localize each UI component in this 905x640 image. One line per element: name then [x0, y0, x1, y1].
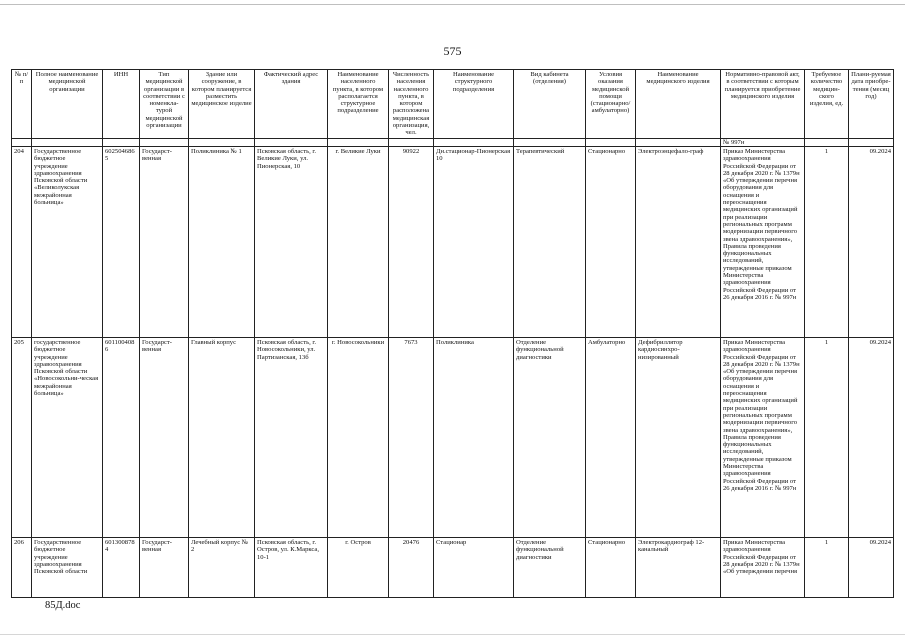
- cell-quantity: 1: [805, 537, 849, 597]
- cell-cabinet: Отделение функциональной диагностики: [514, 337, 586, 537]
- cell-building: Лечебный корпус № 2: [189, 537, 255, 597]
- header-unit: Наименование структурного подразделения: [434, 70, 514, 139]
- table-row: [12, 537, 894, 597]
- cell-settlement: г. Остров: [328, 537, 389, 597]
- header-cabinet: Вид кабинета (отделения): [514, 70, 586, 139]
- cell-device: Электрокардиограф 12-канальный: [636, 537, 721, 597]
- header-date: Плани-руемая дата приобре-тения (месяц год): [849, 70, 894, 139]
- cell-device: Электроэнцефало-граф: [636, 146, 721, 337]
- header-device: Наименование медицинского изделия: [636, 70, 721, 139]
- header-settlement: Наименование населенного пункта, в котором располагается структурное подразделение: [328, 70, 389, 139]
- cell-org-name: государственное бюджетное учреждение здравоохранения Псковской области «Новосокольни-ческая межрайонная больница»: [32, 337, 103, 537]
- cell-population: 90922: [389, 146, 434, 337]
- header-population: Численность населения населенного пункта, в котором расположена медицинская организация, чел.: [389, 70, 434, 139]
- header-org-name: Полное наименование медицинской организации: [32, 70, 103, 139]
- header-num: № п/п: [12, 70, 32, 139]
- header-legal-act: Нормативно-правовой акт, в соответствии с которым планируется приобретение медицинского изделия: [721, 70, 805, 139]
- scan-edge-top: [0, 4, 905, 5]
- cell-population: 7673: [389, 337, 434, 537]
- cell-date: 09.2024: [849, 337, 894, 537]
- cell-num: 204: [12, 146, 32, 337]
- cell-date: 09.2024: [849, 146, 894, 337]
- cell-unit: Дн.стационар-Пионерская 10: [434, 146, 514, 337]
- header-org-type: Тип медицинской организации в соответствии с номенкла-турой медицинской организации: [140, 70, 189, 139]
- cell-inn: 6011004086: [103, 337, 140, 537]
- cell-device: Дефибриллятор кардиосинхро-низированный: [636, 337, 721, 537]
- header-conditions: Условия оказания медицинской помощи (стационарно/ амбулаторно): [586, 70, 636, 139]
- table-row: [12, 146, 894, 337]
- cell-address: Псковская область, г. Великие Луки, ул. Пионерская, 10: [255, 146, 328, 337]
- cell-conditions: Стационарно: [586, 537, 636, 597]
- cell-org-type: Государст-венная: [140, 337, 189, 537]
- cell-cabinet: Терапевтический: [514, 146, 586, 337]
- cell-address: Псковская область, г. Новосокольники, ул. Партизанская, 13б: [255, 337, 328, 537]
- cell-conditions: Амбулаторно: [586, 337, 636, 537]
- page-number: 575: [443, 44, 462, 58]
- cell-unit: Поликлиника: [434, 337, 514, 537]
- equipment-table: [11, 69, 894, 598]
- cell-conditions: Стационарно: [586, 146, 636, 337]
- continuation-legal-act: № 997н: [721, 138, 805, 146]
- table-row: [12, 337, 894, 537]
- header-address: Фактический адрес здания: [255, 70, 328, 139]
- cell-settlement: г. Великие Луки: [328, 146, 389, 337]
- cell-num: 206: [12, 537, 32, 597]
- continuation-row: [12, 138, 894, 146]
- cell-org-name: Государственное бюджетное учреждение здравоохранения Псковской области «Великолукская межрайонная больница»: [32, 146, 103, 337]
- cell-legal-act: Приказ Министерства здравоохранения Российской Федерации от 28 декабря 2020 г. № 1379н «Об утверждении перечня: [721, 537, 805, 597]
- cell-settlement: г. Новосокольники: [328, 337, 389, 537]
- cell-address: Псковская область, г. Остров, ул. К.Маркса, 10-1: [255, 537, 328, 597]
- cell-inn: 6025046865: [103, 146, 140, 337]
- cell-cabinet: Отделение функциональной диагностики: [514, 537, 586, 597]
- scan-edge-bottom: [0, 634, 905, 635]
- cell-quantity: 1: [805, 337, 849, 537]
- cell-org-type: Государст-венная: [140, 146, 189, 337]
- header-inn: ИНН: [103, 70, 140, 139]
- cell-num: 205: [12, 337, 32, 537]
- cell-legal-act: Приказ Министерства здравоохранения Российской Федерации от 28 декабря 2020 г. № 1379н «Об утверждении перечня оборудования для оснащения и переоснащения медицинских организаций при реализации региональных программ модернизации первичного звена здравоохранения», Правила проведения функциональных исследований, утвержденные приказом Министерства здравоохранения Российской Федерации от 26 декабря 2016 г. № 997н: [721, 337, 805, 537]
- header-quantity: Требуемое количество медицин-ского изделия, ед.: [805, 70, 849, 139]
- header-building: Здание или сооружение, в котором планируется разместить медицинское изделие: [189, 70, 255, 139]
- cell-org-name: Государственное бюджетное учреждение здравоохранения Псковской области: [32, 537, 103, 597]
- cell-population: 20476: [389, 537, 434, 597]
- cell-building: Поликлиника № 1: [189, 146, 255, 337]
- cell-unit: Стационар: [434, 537, 514, 597]
- table-header-row: [12, 70, 894, 139]
- document-filename: 85Д.doc: [45, 600, 81, 611]
- cell-building: Главный корпус: [189, 337, 255, 537]
- cell-inn: 6013008784: [103, 537, 140, 597]
- cell-date: 09.2024: [849, 537, 894, 597]
- cell-quantity: 1: [805, 146, 849, 337]
- cell-org-type: Государст-венная: [140, 537, 189, 597]
- cell-legal-act: Приказ Министерства здравоохранения Российской Федерации от 28 декабря 2020 г. № 1379н «Об утверждении перечня оборудования для оснащения и переоснащения медицинских организаций при реализации региональных программ модернизации первичного звена здравоохранения», Правила проведения функциональных исследований, утвержденные приказом Министерства здравоохранения Российской Федерации от 26 декабря 2016 г. № 997н: [721, 146, 805, 337]
